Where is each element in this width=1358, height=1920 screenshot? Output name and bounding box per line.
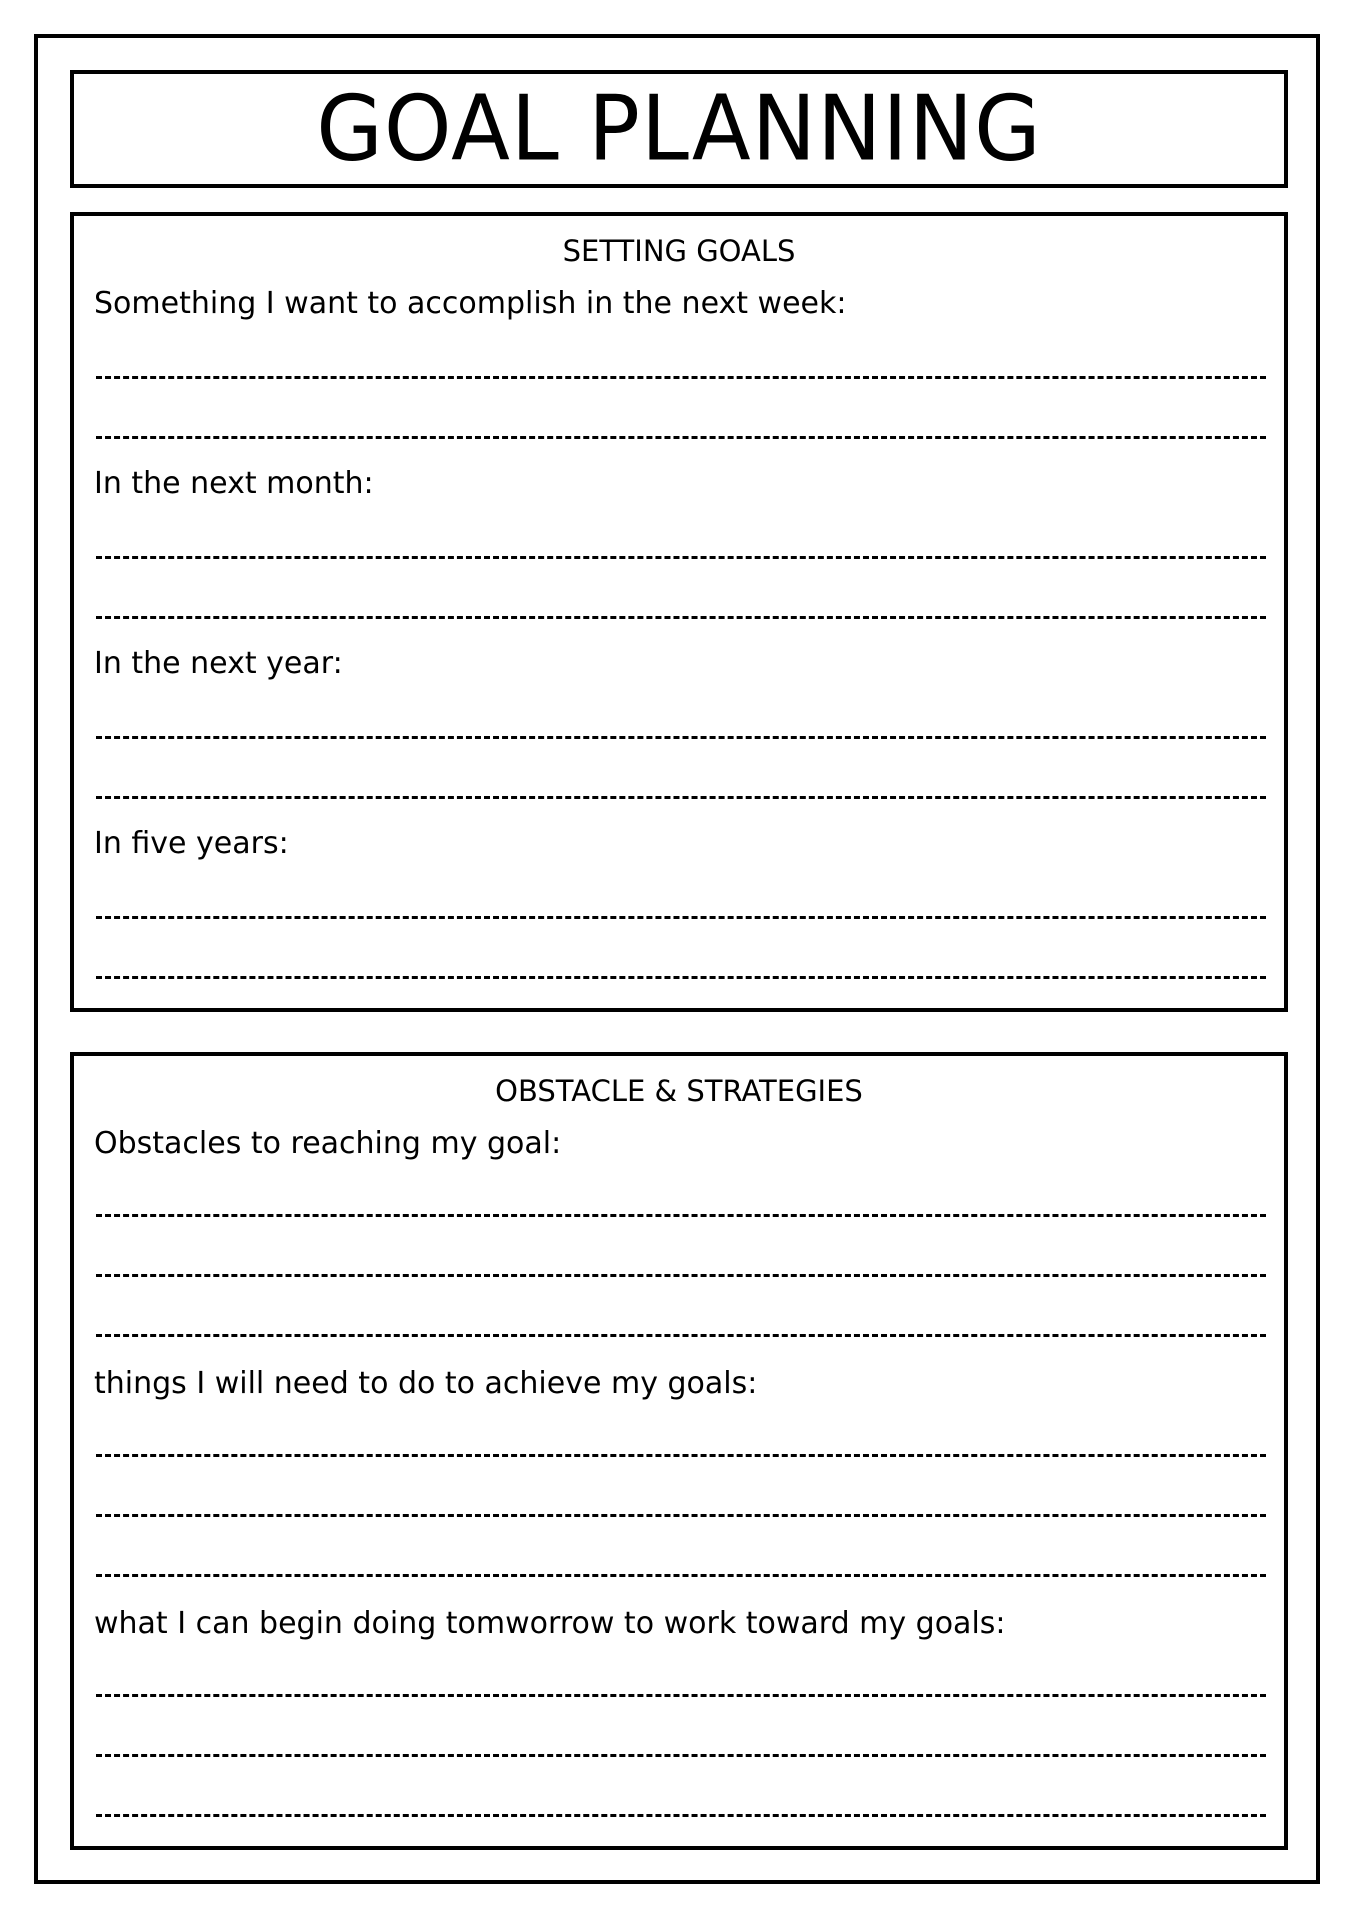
obstacles-heading: OBSTACLE & STRATEGIES xyxy=(495,1074,863,1108)
answer-line[interactable] xyxy=(96,1814,1266,1817)
answer-line[interactable] xyxy=(96,436,1266,439)
prompt-begin-tomorrow: what I can begin doing tomworrow to work toward my goals: xyxy=(94,1606,1006,1641)
page-title: GOAL PLANNING xyxy=(316,76,1042,182)
prompt-five-years: In five years: xyxy=(94,826,289,861)
answer-line[interactable] xyxy=(96,1514,1266,1517)
prompt-next-month: In the next month: xyxy=(94,466,374,501)
prompt-obstacles: Obstacles to reaching my goal: xyxy=(94,1126,562,1161)
answer-line[interactable] xyxy=(96,796,1266,799)
prompt-things-to-do: things I will need to do to achieve my goals: xyxy=(94,1366,758,1401)
answer-line[interactable] xyxy=(96,616,1266,619)
answer-line[interactable] xyxy=(96,1334,1266,1337)
answer-line[interactable] xyxy=(96,1454,1266,1457)
answer-line[interactable] xyxy=(96,1214,1266,1217)
answer-line[interactable] xyxy=(96,1574,1266,1577)
answer-line[interactable] xyxy=(96,556,1266,559)
answer-line[interactable] xyxy=(96,1694,1266,1697)
setting-goals-section xyxy=(70,212,1288,1012)
answer-line[interactable] xyxy=(96,1754,1266,1757)
answer-line[interactable] xyxy=(96,976,1266,979)
answer-line[interactable] xyxy=(96,1274,1266,1277)
obstacles-section xyxy=(70,1052,1288,1850)
answer-line[interactable] xyxy=(96,736,1266,739)
answer-line[interactable] xyxy=(96,916,1266,919)
title-box xyxy=(70,70,1288,188)
prompt-next-week: Something I want to accomplish in the next week: xyxy=(94,286,847,321)
answer-line[interactable] xyxy=(96,376,1266,379)
setting-goals-heading: SETTING GOALS xyxy=(562,234,796,268)
prompt-next-year: In the next year: xyxy=(94,646,343,681)
